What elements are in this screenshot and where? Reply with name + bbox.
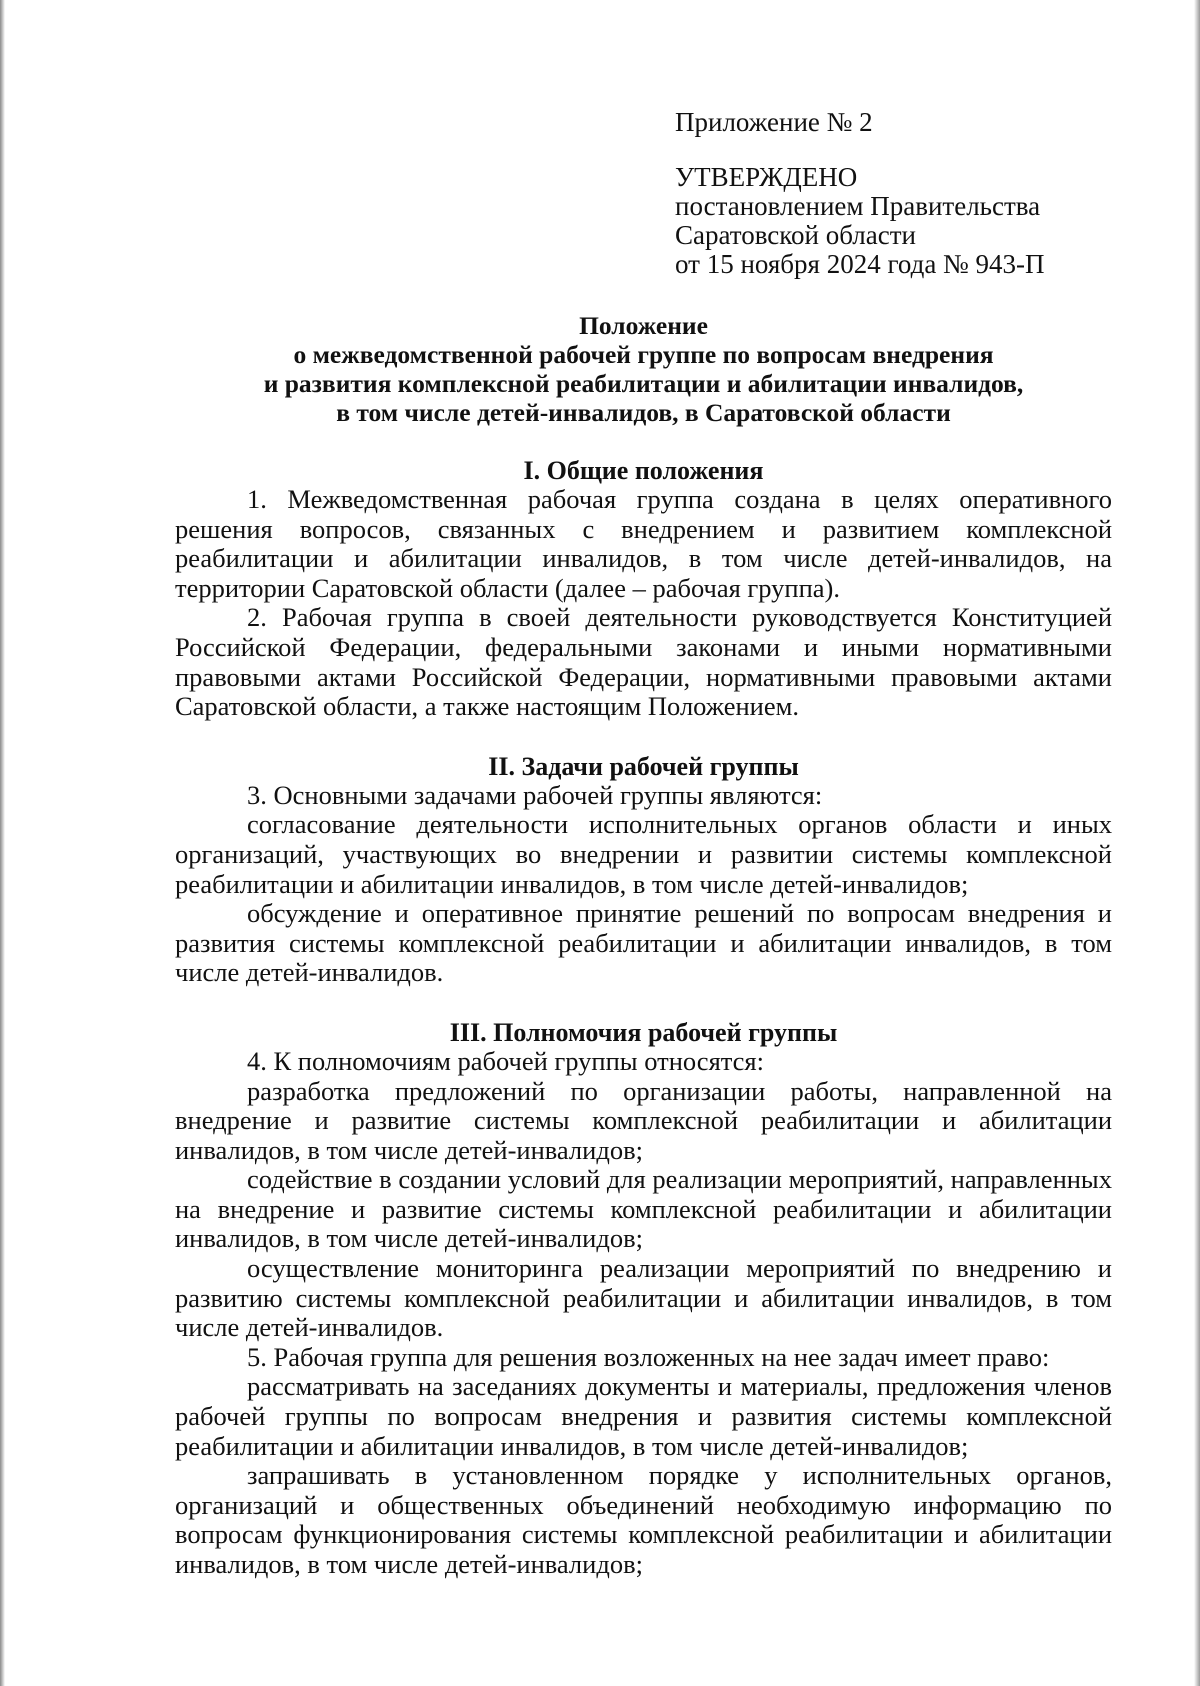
paragraph: 2. Рабочая группа в своей деятельности руководствуется Конституцией Российской Федерации, федеральными законами и иными нормативными правовыми актами Российской Федерации, нормативными правовыми актами Саратовской области, а также настоящим Положением. xyxy=(175,602,1112,722)
scan-edge-left xyxy=(0,0,5,1686)
title-line-4: в том числе детей-инвалидов, в Саратовской области xyxy=(336,398,951,427)
document-title xyxy=(175,311,1112,427)
title-line-3: и развития комплексной реабилитации и абилитации инвалидов, xyxy=(263,369,1024,398)
approval-line-2: Саратовской области xyxy=(675,220,916,250)
section-heading-powers: III. Полномочия рабочей группы xyxy=(449,1017,838,1047)
approved-stamp-text: УТВЕРЖДЕНО xyxy=(675,162,858,192)
scan-edge-right xyxy=(1194,0,1200,1686)
paragraph: 5. Рабочая группа для решения возложенных на нее задач имеет право: xyxy=(247,1341,1050,1372)
paragraph: согласование деятельности исполнительных органов области и иных организаций, участвующих во внедрении и развитии системы комплексной реабилитации и абилитации инвалидов, в том числе детей-инвалидов; xyxy=(175,809,1112,899)
approval-line-1: постановлением Правительства xyxy=(675,191,1041,221)
approval-line-3: от 15 ноября 2024 года № 943-П xyxy=(675,249,1045,279)
paragraph: разработка предложений по организации работы, направленной на внедрение и развитие системы комплексной реабилитации и абилитации инвалидов, в том числе детей-инвалидов; xyxy=(175,1075,1112,1165)
paragraph: обсуждение и оперативное принятие решений по вопросам внедрения и развития системы комплексной реабилитации и абилитации инвалидов, в том числе детей-инвалидов. xyxy=(175,898,1112,988)
annex-number: Приложение № 2 xyxy=(675,107,873,137)
section-heading-general: I. Общие положения xyxy=(523,456,764,485)
paragraph: рассматривать на заседаниях документы и материалы, предложения членов рабочей группы по вопросам внедрения и развития системы комплексной реабилитации и абилитации инвалидов, в том числе детей-инвалидов; xyxy=(175,1371,1112,1461)
paragraph: осуществление мониторинга реализации мероприятий по внедрению и развитию системы комплексной реабилитации и абилитации инвалидов, в том числе детей-инвалидов. xyxy=(175,1253,1112,1343)
approval-block xyxy=(675,108,1112,279)
paragraph: запрашивать в установленном порядке у исполнительных органов, организаций и общественных объединений необходимую информацию по вопросам функционирования системы комплексной реабилитации и абилитации инвалидов, в том числе детей-инвалидов; xyxy=(175,1460,1112,1579)
paragraph: 3. Основными задачами рабочей группы являются: xyxy=(247,779,823,810)
paragraph: 4. К полномочиям рабочей группы относятся: xyxy=(247,1045,764,1076)
section-heading-tasks: II. Задачи рабочей группы xyxy=(488,751,799,781)
title-line-2: о межведомственной рабочей группе по вопросам внедрения xyxy=(293,340,994,369)
title-line-1: Положение xyxy=(579,311,708,340)
paragraph: содействие в создании условий для реализации мероприятий, направленных на внедрение и развитие системы комплексной реабилитации и абилитации инвалидов, в том числе детей-инвалидов; xyxy=(175,1164,1112,1254)
paragraph: 1. Межведомственная рабочая группа создана в целях оперативного решения вопросов, связанных с внедрением и развитием комплексной реабилитации и абилитации инвалидов, в том числе детей-инвалидов, на территории Саратовской области (далее – рабочая группа). xyxy=(175,484,1112,603)
document-page xyxy=(175,108,1112,1580)
